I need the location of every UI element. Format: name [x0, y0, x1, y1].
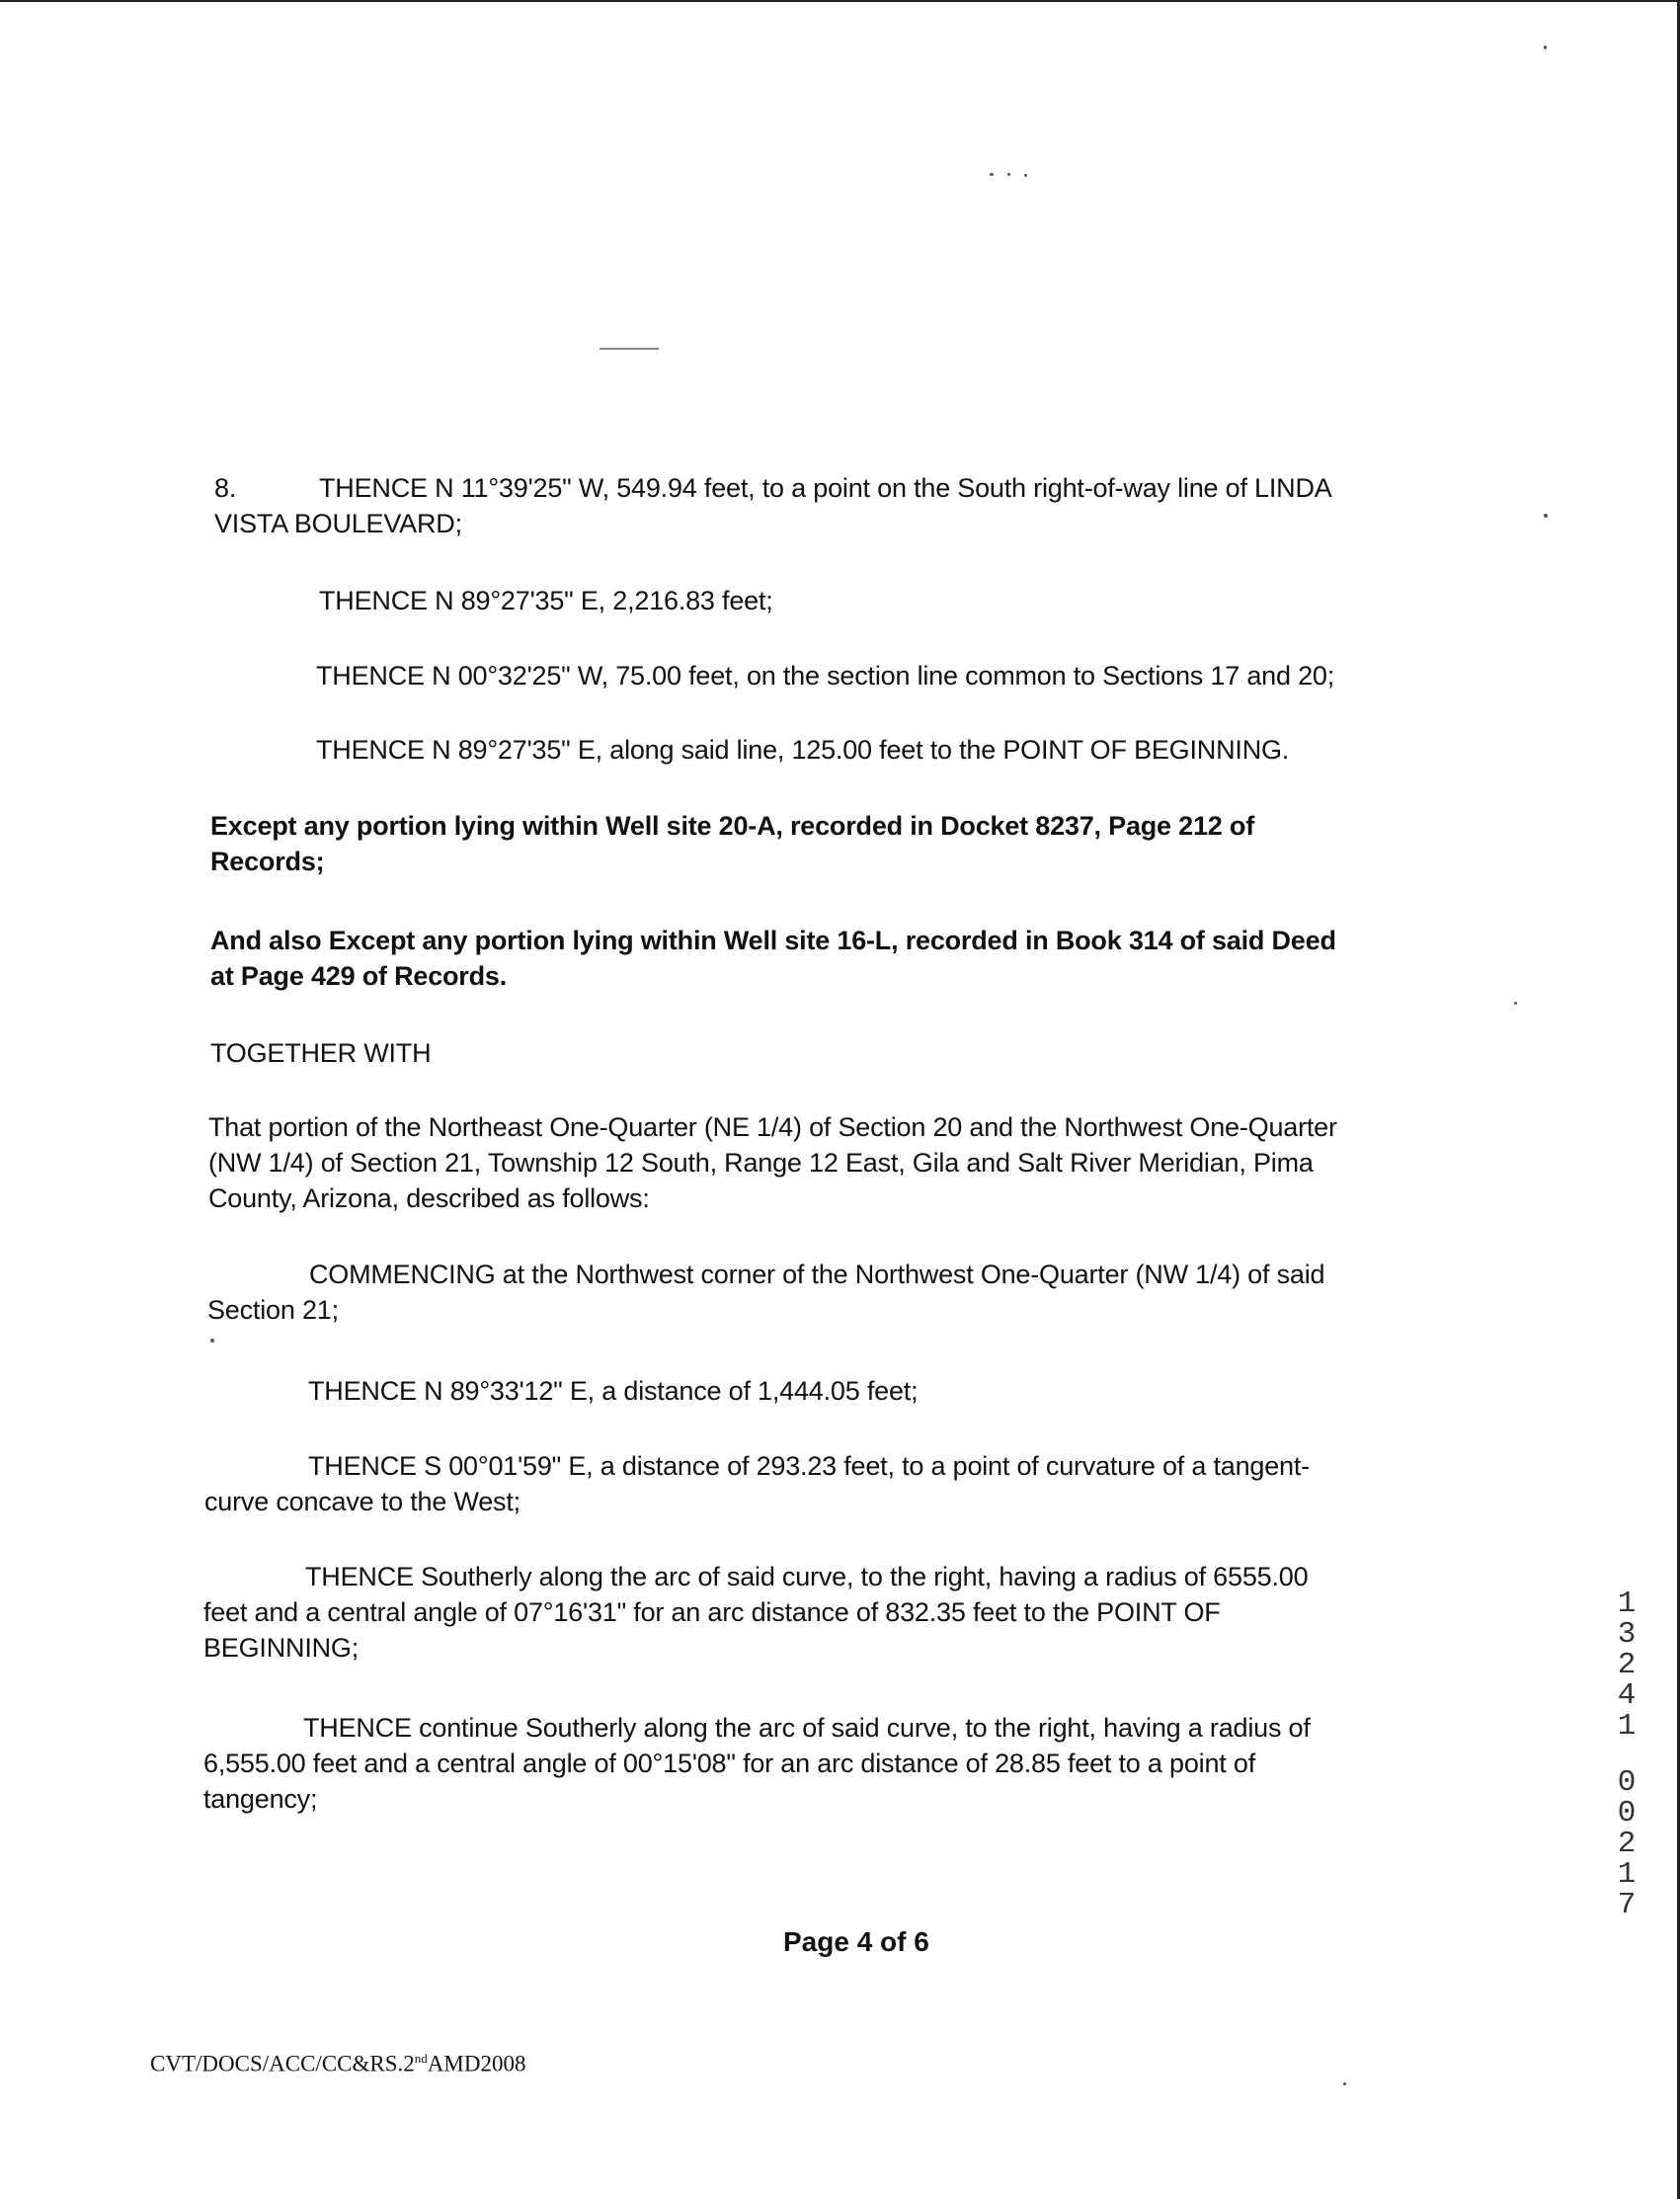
stamp-digit: 2: [1617, 1648, 1637, 1682]
thence-5-line-1: THENCE S 00°01'59" E, a distance of 293.23 feet, to a point of curvature of a tangent-: [308, 1451, 1310, 1481]
except-1-paragraph: [210, 808, 1254, 879]
thence-3-paragraph: THENCE N 89°27'35" E, along said line, 125.00 feet to the POINT OF BEGINNING.: [316, 735, 1290, 765]
stamp-gap: [1610, 1742, 1643, 1767]
recording-stamp: [1610, 1588, 1643, 1920]
footer-suffix: AMD2008: [427, 2051, 526, 2077]
scan-speck: [1024, 174, 1027, 177]
item-8-line-2: VISTA BOULEVARD;: [214, 509, 462, 538]
stamp-digit: 3: [1617, 1617, 1637, 1652]
scan-speck: [1343, 2082, 1346, 2085]
commencing-line-2: Section 21;: [207, 1295, 339, 1325]
thence-5-paragraph: [204, 1448, 1310, 1519]
thence-1-paragraph: THENCE N 89°27'35" E, 2,216.83 feet;: [319, 586, 773, 615]
thence-6-line-2: feet and a central angle of 07°16'31" for an arc distance of 832.35 feet to the POINT OF: [203, 1597, 1221, 1627]
scan-speck: [210, 1339, 214, 1343]
thence-4-paragraph: THENCE N 89°33'12" E, a distance of 1,444.05 feet;: [308, 1376, 919, 1406]
scan-speck: [1544, 45, 1547, 49]
footer-superscript: nd: [414, 2051, 428, 2066]
thence-7-line-1: THENCE continue Southerly along the arc of said curve, to the right, having a radius of: [303, 1713, 1311, 1743]
scan-edge-top: [0, 0, 1680, 2]
stamp-digit: 0: [1617, 1796, 1637, 1831]
scan-speck: [990, 173, 994, 176]
stamp-digit: 0: [1617, 1765, 1637, 1800]
except-2-line-2: at Page 429 of Records.: [210, 961, 508, 991]
item-8-paragraph: [214, 470, 1332, 541]
commencing-line-1: COMMENCING at the Northwest corner of the Northwest One-Quarter (NW 1/4) of said: [309, 1260, 1325, 1289]
footer-prefix: CVT/DOCS/ACC/CC&RS.2: [150, 2051, 415, 2077]
portion-line-3: County, Arizona, described as follows:: [208, 1183, 650, 1213]
scan-speck: [600, 348, 659, 350]
thence-6-line-1: THENCE Southerly along the arc of said curve, to the right, having a radius of 6555.00: [305, 1562, 1309, 1591]
thence-5-line-2: curve concave to the West;: [204, 1487, 520, 1516]
stamp-digit: 4: [1617, 1678, 1637, 1713]
except-1-line-1: Except any portion lying within Well site 20-A, recorded in Docket 8237, Page 212 of: [210, 811, 1255, 841]
except-1-line-2: Records;: [210, 847, 325, 876]
thence-7-line-3: tangency;: [203, 1784, 318, 1814]
thence-6-paragraph: [203, 1559, 1308, 1666]
portion-line-2: (NW 1/4) of Section 21, Township 12 South, Range 12 East, Gila and Salt River Meridian, Pima: [208, 1148, 1314, 1178]
commencing-paragraph: [207, 1257, 1324, 1328]
page-number: Page 4 of 6: [783, 1926, 929, 1957]
thence-6-line-3: BEGINNING;: [203, 1633, 360, 1663]
stamp-digit: 1: [1617, 1709, 1637, 1744]
thence-2-paragraph: THENCE N 00°32'25" W, 75.00 feet, on the section line common to Sections 17 and 20;: [316, 661, 1335, 691]
stamp-digit: 1: [1617, 1587, 1637, 1621]
scan-speck: [1544, 514, 1548, 518]
item-8-number: 8.: [214, 473, 237, 503]
together-with-heading: TOGETHER WITH: [210, 1038, 432, 1068]
stamp-digit: 2: [1617, 1827, 1637, 1861]
stamp-digit: 7: [1617, 1888, 1637, 1922]
stamp-digit: 1: [1617, 1857, 1637, 1892]
item-8-line-1: THENCE N 11°39'25" W, 549.94 feet, to a point on the South right-of-way line of LINDA: [319, 473, 1332, 503]
except-2-paragraph: [210, 923, 1336, 994]
except-2-line-1: And also Except any portion lying within Well site 16-L, recorded in Book 314 of said Deed: [210, 926, 1336, 955]
scan-speck: [1007, 173, 1010, 176]
portion-paragraph: [208, 1109, 1337, 1216]
scan-speck: [1514, 1002, 1517, 1005]
thence-7-line-2: 6,555.00 feet and a central angle of 00°15'08" for an arc distance of 28.85 feet to a point of: [203, 1749, 1256, 1778]
thence-7-paragraph: [203, 1710, 1311, 1817]
footer-file-reference: [150, 2051, 525, 2077]
portion-line-1: That portion of the Northeast One-Quarter (NE 1/4) of Section 20 and the Northwest One-Quarter: [208, 1112, 1337, 1142]
